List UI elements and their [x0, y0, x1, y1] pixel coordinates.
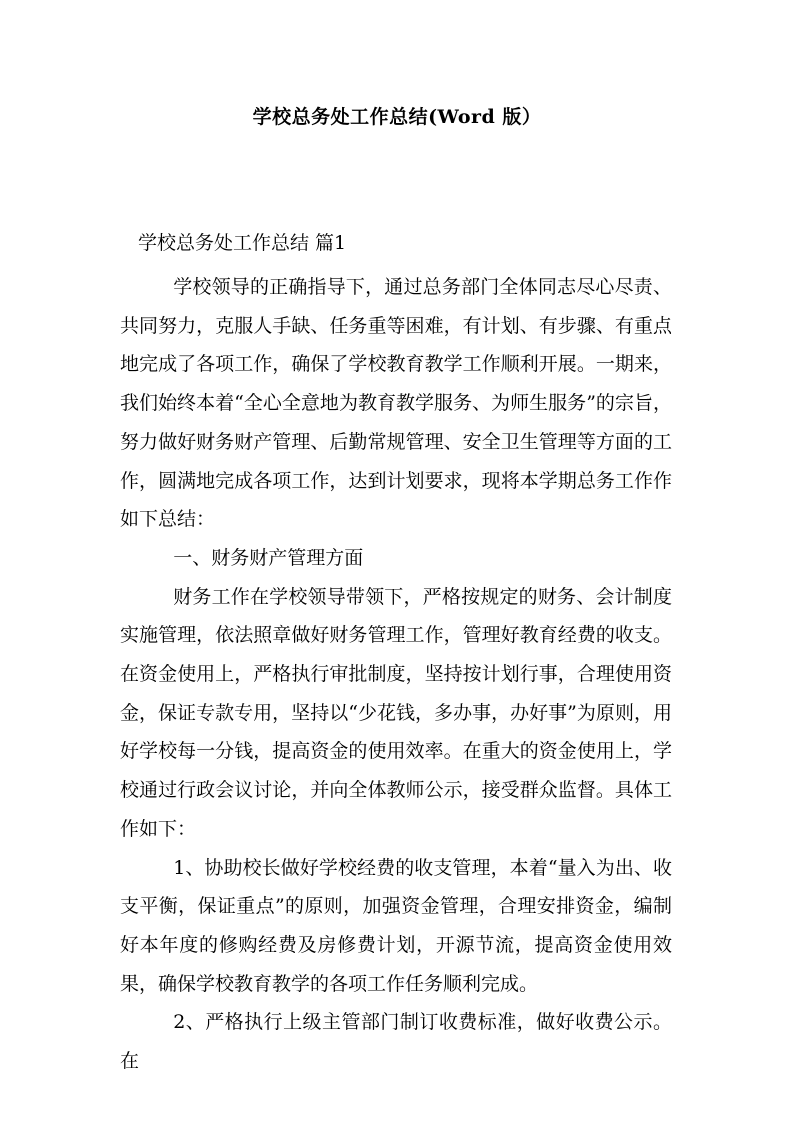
document-title: 学校总务处工作总结(Word 版）	[252, 106, 542, 128]
paragraph-intro: 学校领导的正确指导下，通过总务部门全体同志尽心尽责、共同努力，克服人手缺、任务重等困难，有计划、有步骤、有重点地完成了各项工作，确保了学校教育教学工作顺利开展。一期来，我们始终本着“全心全意地为教育教学服务、为师生服务”的宗旨，努力做好财务财产管理、后勤常规管理、安全卫生管理等方面的工作，圆满地完成各项工作，达到计划要求，现将本学期总务工作作如下总结：	[120, 276, 672, 531]
paragraph-finance: 财务工作在学校领导带领下，严格按规定的财务、会计制度实施管理，依法照章做好财务管理工作，管理好教育经费的收支。在资金使用上，严格执行审批制度，坚持按计划行事，合理使用资金，保证专款专用，坚持以“少花钱，多办事，办好事”为原则，用好学校每一分钱，提高资金的使用效率。在重大的资金使用上，学校通过行政会议讨论，并向全体教师公示，接受群众监督。具体工作如下：	[120, 585, 672, 840]
document-body	[120, 268, 672, 1081]
section-heading-finance: 一、财务财产管理方面	[173, 546, 364, 569]
paragraph-item-2: 2、严格执行上级主管部门制订收费标准，做好收费公示。在	[120, 1011, 672, 1073]
document-subtitle: 学校总务处工作总结 篇1	[138, 232, 347, 254]
paragraph-item-1: 1、协助校长做好学校经费的收支管理，本着“量入为出、收支平衡，保证重点”的原则，加强资金管理，合理安排资金，编制好本年度的修购经费及房修费计划，开源节流，提高资金使用效果，确保学校教育教学的各项工作任务顺利完成。	[120, 856, 672, 995]
